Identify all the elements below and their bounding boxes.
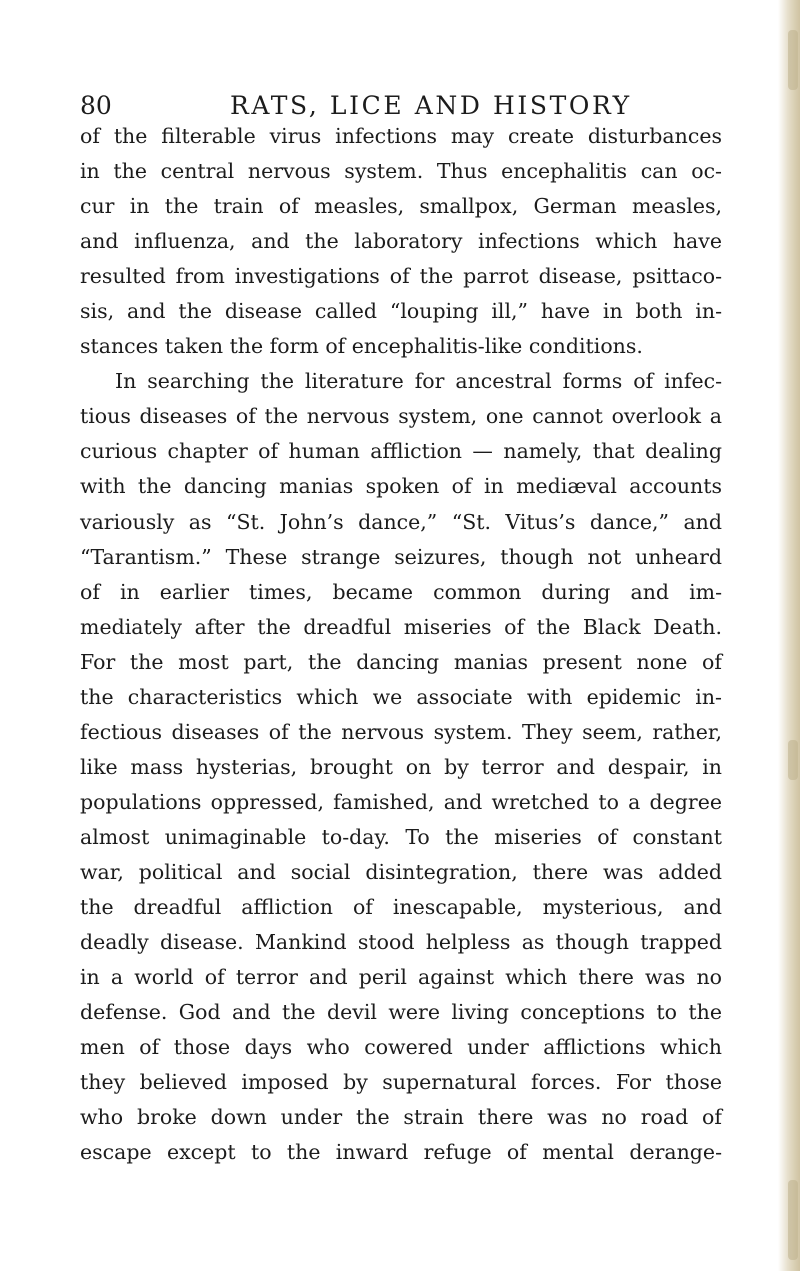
text-line: of the filterable virus infections may create disturbances	[80, 124, 722, 148]
text-line: curious chapter of human affliction — namely, that dealing	[80, 439, 722, 464]
body-text	[80, 119, 722, 1170]
text-line: the characteristics which we associate with epidemic in-	[80, 684, 722, 709]
paragraph	[80, 364, 722, 1170]
text-line: For the most part, the dancing manias present none of	[80, 649, 722, 674]
text-line: of in earlier times, became common during and im-	[80, 579, 722, 604]
page-edge-stain	[788, 1180, 798, 1260]
text-line: war, political and social disintegration, there was added	[80, 859, 722, 884]
running-head: RATS, LICE AND HISTORY	[230, 91, 632, 120]
text-line: fectious diseases of the nervous system. They seem, rather,	[80, 719, 722, 744]
text-line: “Tarantism.” These strange seizures, though not unheard	[80, 544, 722, 569]
text-line: men of those days who cowered under afflictions which	[80, 1035, 722, 1060]
text-line: In searching the literature for ancestral forms of infec-	[115, 369, 722, 394]
text-line: and influenza, and the laboratory infections which have	[80, 229, 722, 254]
text-line: they believed imposed by supernatural forces. For those	[80, 1070, 722, 1095]
text-line: resulted from investigations of the parrot disease, psittaco-	[80, 264, 722, 289]
text-line: mediately after the dreadful miseries of the Black Death.	[80, 614, 722, 639]
text-line: sis, and the disease called “louping ill,” have in both in-	[80, 299, 722, 324]
text-line: deadly disease. Mankind stood helpless as though trapped	[80, 930, 722, 955]
text-line: tious diseases of the nervous system, one cannot overlook a	[80, 404, 722, 429]
text-line: the dreadful affliction of inescapable, mysterious, and	[80, 895, 722, 920]
text-line: in a world of terror and peril against which there was no	[80, 965, 722, 990]
text-line: escape except to the inward refuge of mental derange-	[80, 1140, 722, 1165]
page-edge-shadow	[778, 0, 800, 1271]
text-line: cur in the train of measles, smallpox, German measles,	[80, 194, 722, 219]
text-line: in the central nervous system. Thus encephalitis can oc-	[80, 159, 722, 184]
page-number: 80	[80, 91, 112, 120]
text-line: stances taken the form of encephalitis-like conditions.	[80, 334, 643, 359]
page-edge-stain	[788, 740, 798, 780]
text-line: defense. God and the devil were living conceptions to the	[80, 1000, 722, 1025]
paragraph	[80, 119, 722, 364]
text-line: like mass hysterias, brought on by terror and despair, in	[80, 754, 722, 779]
text-line: populations oppressed, famished, and wretched to a degree	[80, 789, 722, 814]
text-line: who broke down under the strain there was no road of	[80, 1105, 722, 1130]
page-edge-stain	[788, 30, 798, 90]
text-line: variously as “St. John’s dance,” “St. Vitus’s dance,” and	[80, 509, 722, 534]
text-line: almost unimaginable to-day. To the miseries of constant	[80, 824, 722, 849]
text-line: with the dancing manias spoken of in mediæval accounts	[80, 474, 722, 499]
